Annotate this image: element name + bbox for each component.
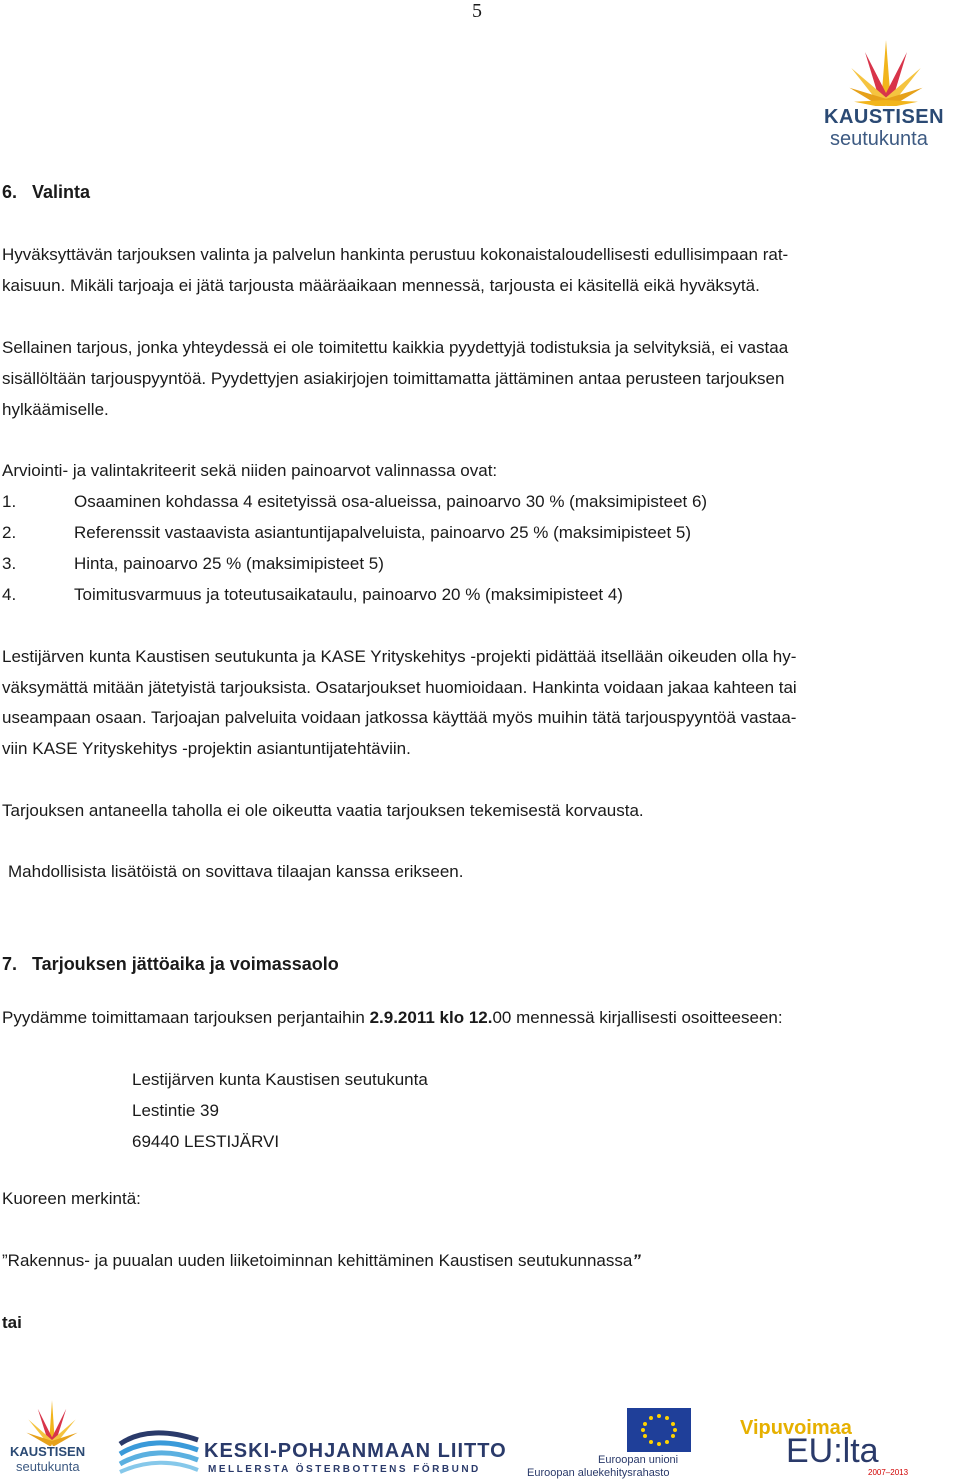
wave-icon: [118, 1430, 202, 1474]
criteria-number: 2.: [2, 523, 17, 542]
deadline-line: [2, 1008, 783, 1028]
address-line: Lestintie 39: [132, 1101, 219, 1120]
flower-icon: [818, 18, 954, 106]
paragraph-compensation: Tarjouksen antaneella taholla ei ole oikeutta vaatia tarjouksen tekemisestä korvausta.: [2, 801, 644, 820]
page-number: 5: [472, 0, 482, 22]
deadline-suffix: mennessä kirjallisesti osoitteeseen:: [511, 1008, 783, 1027]
criteria-item: Referenssit vastaavista asiantuntijapalveluista, painoarvo 25 % (maksimipisteet 5): [74, 523, 692, 542]
logo-subtitle: seutukunta: [830, 128, 928, 150]
criteria-item: Osaaminen kohdassa 4 esitetyissä osa-alueissa, painoarvo 30 % (maksimipisteet 6): [74, 492, 708, 511]
vipuvoimaa-years: 2007–2013: [868, 1468, 909, 1477]
footer-flower-icon: [2, 1388, 102, 1446]
address-line: 69440 LESTIJÄRVI: [132, 1132, 280, 1151]
address-line: Lestijärven kunta Kaustisen seutukunta: [132, 1070, 428, 1089]
eu-title: Euroopan unioni: [598, 1454, 679, 1466]
paragraph-line: sisällöltään tarjouspyyntöä. Pyydettyjen asiakirjojen toimittamatta jättäminen antaa perusteen tarjouksen: [2, 369, 785, 388]
criteria-number: 3.: [2, 554, 17, 573]
deadline-time-rest: 00: [492, 1008, 512, 1027]
paragraph-line: viin KASE Yrityskehitys -projektin asiantuntijatehtäviin.: [2, 739, 411, 758]
footer-kaustinen-title: KAUSTISEN: [10, 1444, 86, 1459]
paragraph-line: Sellainen tarjous, jonka yhteydessä ei ole toimitettu kaikkia pyydettyjä todistuksia ja selvityksiä, ei vastaa: [2, 338, 789, 357]
criteria-intro: Arviointi- ja valintakriteerit sekä niiden painoarvot valinnassa ovat:: [2, 461, 498, 480]
logo-title: KAUSTISEN: [824, 106, 945, 128]
paragraph-line: kaisuun. Mikäli tarjoaja ei jätä tarjousta määräaikaan mennessä, tarjousta ei käsitellä eikä hyväksytä.: [2, 276, 760, 295]
paragraph-line: useampaan osaan. Tarjoajan palveluita voidaan jatkossa käyttää myös muihin tätä tarjouspyyntöä vastaa-: [2, 708, 797, 727]
vipuvoimaa-title: Vipuvoimaa: [740, 1417, 852, 1439]
vipuvoimaa-mark: EU:lta: [786, 1432, 879, 1470]
footer-kaustinen-subtitle: seutukunta: [16, 1459, 80, 1474]
envelope-label: Kuoreen merkintä:: [2, 1189, 141, 1208]
paragraph-line: hylkäämiselle.: [2, 400, 109, 419]
envelope-close-quote: ”: [632, 1251, 641, 1270]
criteria-number: 1.: [2, 492, 17, 511]
paragraph-line: väksymättä mitään jätetyistä tarjouksista. Osatarjoukset huomioidaan. Hankinta voidaan jakaa kahteen tai: [2, 678, 797, 697]
paragraph-line: Hyväksyttävän tarjouksen valinta ja palvelun hankinta perustuu kokonaistaloudellisesti edullisimpaan rat-: [2, 245, 789, 264]
section-heading-deadline: 7. Tarjouksen jättöaika ja voimassaolo: [2, 954, 339, 974]
eu-flag-icon: [627, 1408, 691, 1452]
envelope-text: ”Rakennus- ja puualan uuden liiketoiminnan kehittäminen Kaustisen seutukunnassa: [2, 1251, 633, 1270]
criteria-item: Toimitusvarmuus ja toteutusaikataulu, painoarvo 20 % (maksimipisteet 4): [74, 585, 623, 604]
kp-liitto-subtitle: MELLERSTA ÖSTERBOTTENS FÖRBUND: [208, 1464, 481, 1475]
envelope-marking: [2, 1251, 641, 1271]
footer-logos: [0, 1388, 960, 1482]
or-text: tai: [2, 1313, 22, 1332]
section-heading-valinta: 6. Valinta: [2, 182, 91, 202]
deadline-prefix: Pyydämme toimittamaan tarjouksen perjantaihin: [2, 1008, 370, 1027]
eu-subtitle: Euroopan aluekehitysrahasto: [527, 1467, 670, 1479]
kaustinen-logo: [818, 18, 954, 156]
criteria-item: Hinta, painoarvo 25 % (maksimipisteet 5): [74, 554, 384, 573]
kp-liitto-title: KESKI-POHJANMAAN LIITTO: [204, 1440, 507, 1462]
criteria-number: 4.: [2, 585, 17, 604]
paragraph-extra-work: Mahdollisista lisätöistä on sovittava tilaajan kanssa erikseen.: [8, 862, 464, 881]
deadline-date: 2.9.2011 klo 12.: [369, 1008, 493, 1027]
paragraph-line: Lestijärven kunta Kaustisen seutukunta ja KASE Yrityskehitys -projekti pidättää itsellään oikeuden olla hy-: [2, 647, 797, 666]
